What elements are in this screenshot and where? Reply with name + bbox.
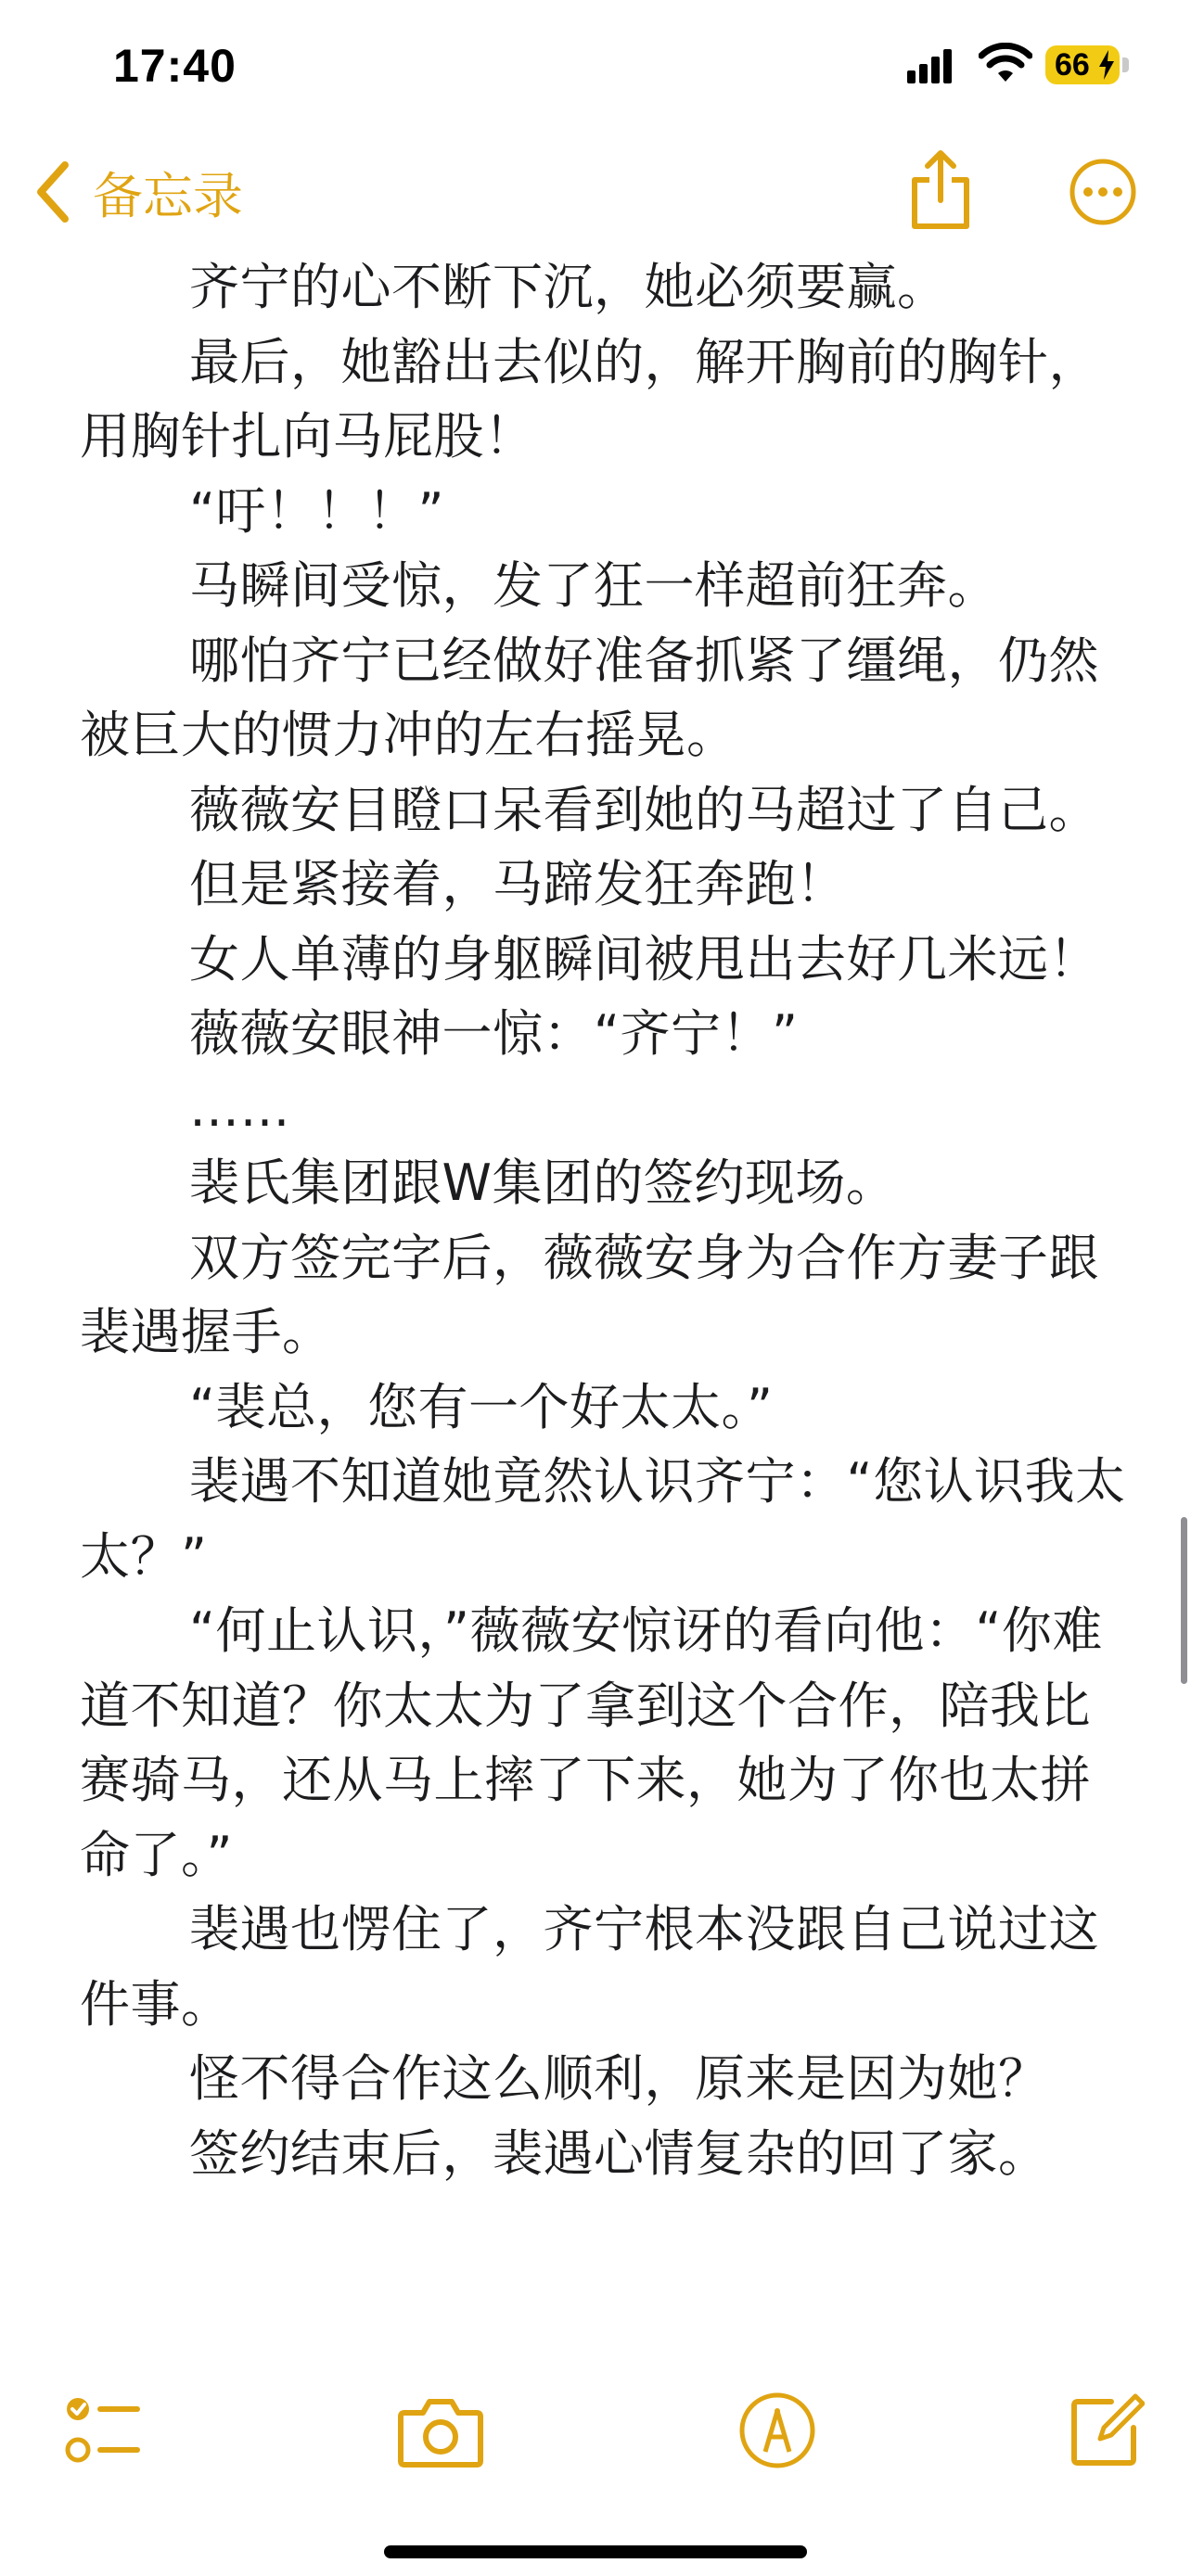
note-paragraph: 裴遇也愣住了，齐宁根本没跟自己说过这件事。 bbox=[80, 1900, 1099, 2034]
note-paragraph: “何止认识，”薇薇安惊讶的看向他：“你难道不知道？你太太为了拿到这个合作，陪我比赛骑马，还从马上摔了下来，她为了你也太拼命了。” bbox=[80, 1601, 1103, 1884]
note-paragraph: 哪怕齐宁已经做好准备抓紧了缰绳，仍然被巨大的惯力冲的左右摇晃。 bbox=[80, 631, 1099, 764]
status-bar bbox=[0, 0, 1191, 130]
note-body[interactable] bbox=[80, 250, 1128, 2383]
note-paragraph: “吁！！！” bbox=[189, 481, 444, 541]
note-paragraph: 薇薇安眼神一惊：“齐宁！” bbox=[189, 1004, 799, 1063]
cellular-signal-icon bbox=[907, 48, 954, 83]
note-paragraph: 怪不得合作这么顺利，原来是因为她？ bbox=[189, 2049, 1049, 2108]
note-paragraph: 双方签完字后，薇薇安身为合作方妻子跟裴遇握手。 bbox=[80, 1228, 1099, 1361]
note-paragraph: 裴遇不知道她竟然认识齐宁：“您认识我太太？” bbox=[80, 1452, 1126, 1586]
chevron-left-icon bbox=[33, 159, 72, 224]
note-paragraph: 薇薇安目瞪口呆看到她的马超过了自己。 bbox=[189, 780, 1099, 839]
note-paragraph: 签约结束后，裴遇心情复杂的回了家。 bbox=[189, 2123, 1049, 2183]
note-paragraph: 女人单薄的身躯瞬间被甩出去好几米远！ bbox=[189, 929, 1099, 988]
wifi-icon bbox=[979, 43, 1032, 83]
share-icon[interactable] bbox=[907, 148, 974, 232]
back-button[interactable] bbox=[33, 150, 243, 234]
compose-icon[interactable] bbox=[1069, 2389, 1145, 2468]
back-label: 备忘录 bbox=[93, 166, 243, 225]
note-paragraph: 齐宁的心不断下沉，她必须要赢。 bbox=[189, 258, 948, 316]
markup-pen-icon[interactable] bbox=[737, 2391, 817, 2470]
battery-level: 66 bbox=[1055, 47, 1090, 83]
home-indicator bbox=[384, 2545, 807, 2558]
nav-bar bbox=[0, 130, 1191, 250]
note-paragraph: 但是紧接着，马蹄发狂奔跑！ bbox=[189, 855, 847, 913]
checklist-icon[interactable] bbox=[63, 2392, 141, 2470]
camera-icon[interactable] bbox=[397, 2394, 484, 2468]
more-icon[interactable] bbox=[1069, 158, 1137, 226]
note-paragraph: …… bbox=[189, 1078, 290, 1138]
note-paragraph: “裴总，您有一个好太太。” bbox=[189, 1377, 774, 1436]
battery-icon bbox=[1045, 45, 1120, 84]
scroll-indicator[interactable] bbox=[1181, 1517, 1187, 1684]
note-paragraph: 最后，她豁出去似的，解开胸前的胸针，用胸针扎向马屁股！ bbox=[80, 332, 1099, 465]
battery-cap bbox=[1122, 57, 1129, 72]
charging-bolt-icon bbox=[1097, 49, 1116, 81]
status-time: 17:40 bbox=[113, 40, 237, 92]
note-paragraph: 马瞬间受惊，发了狂一样超前狂奔。 bbox=[189, 556, 998, 615]
note-paragraph: 裴氏集团跟W集团的签约现场。 bbox=[189, 1154, 897, 1212]
